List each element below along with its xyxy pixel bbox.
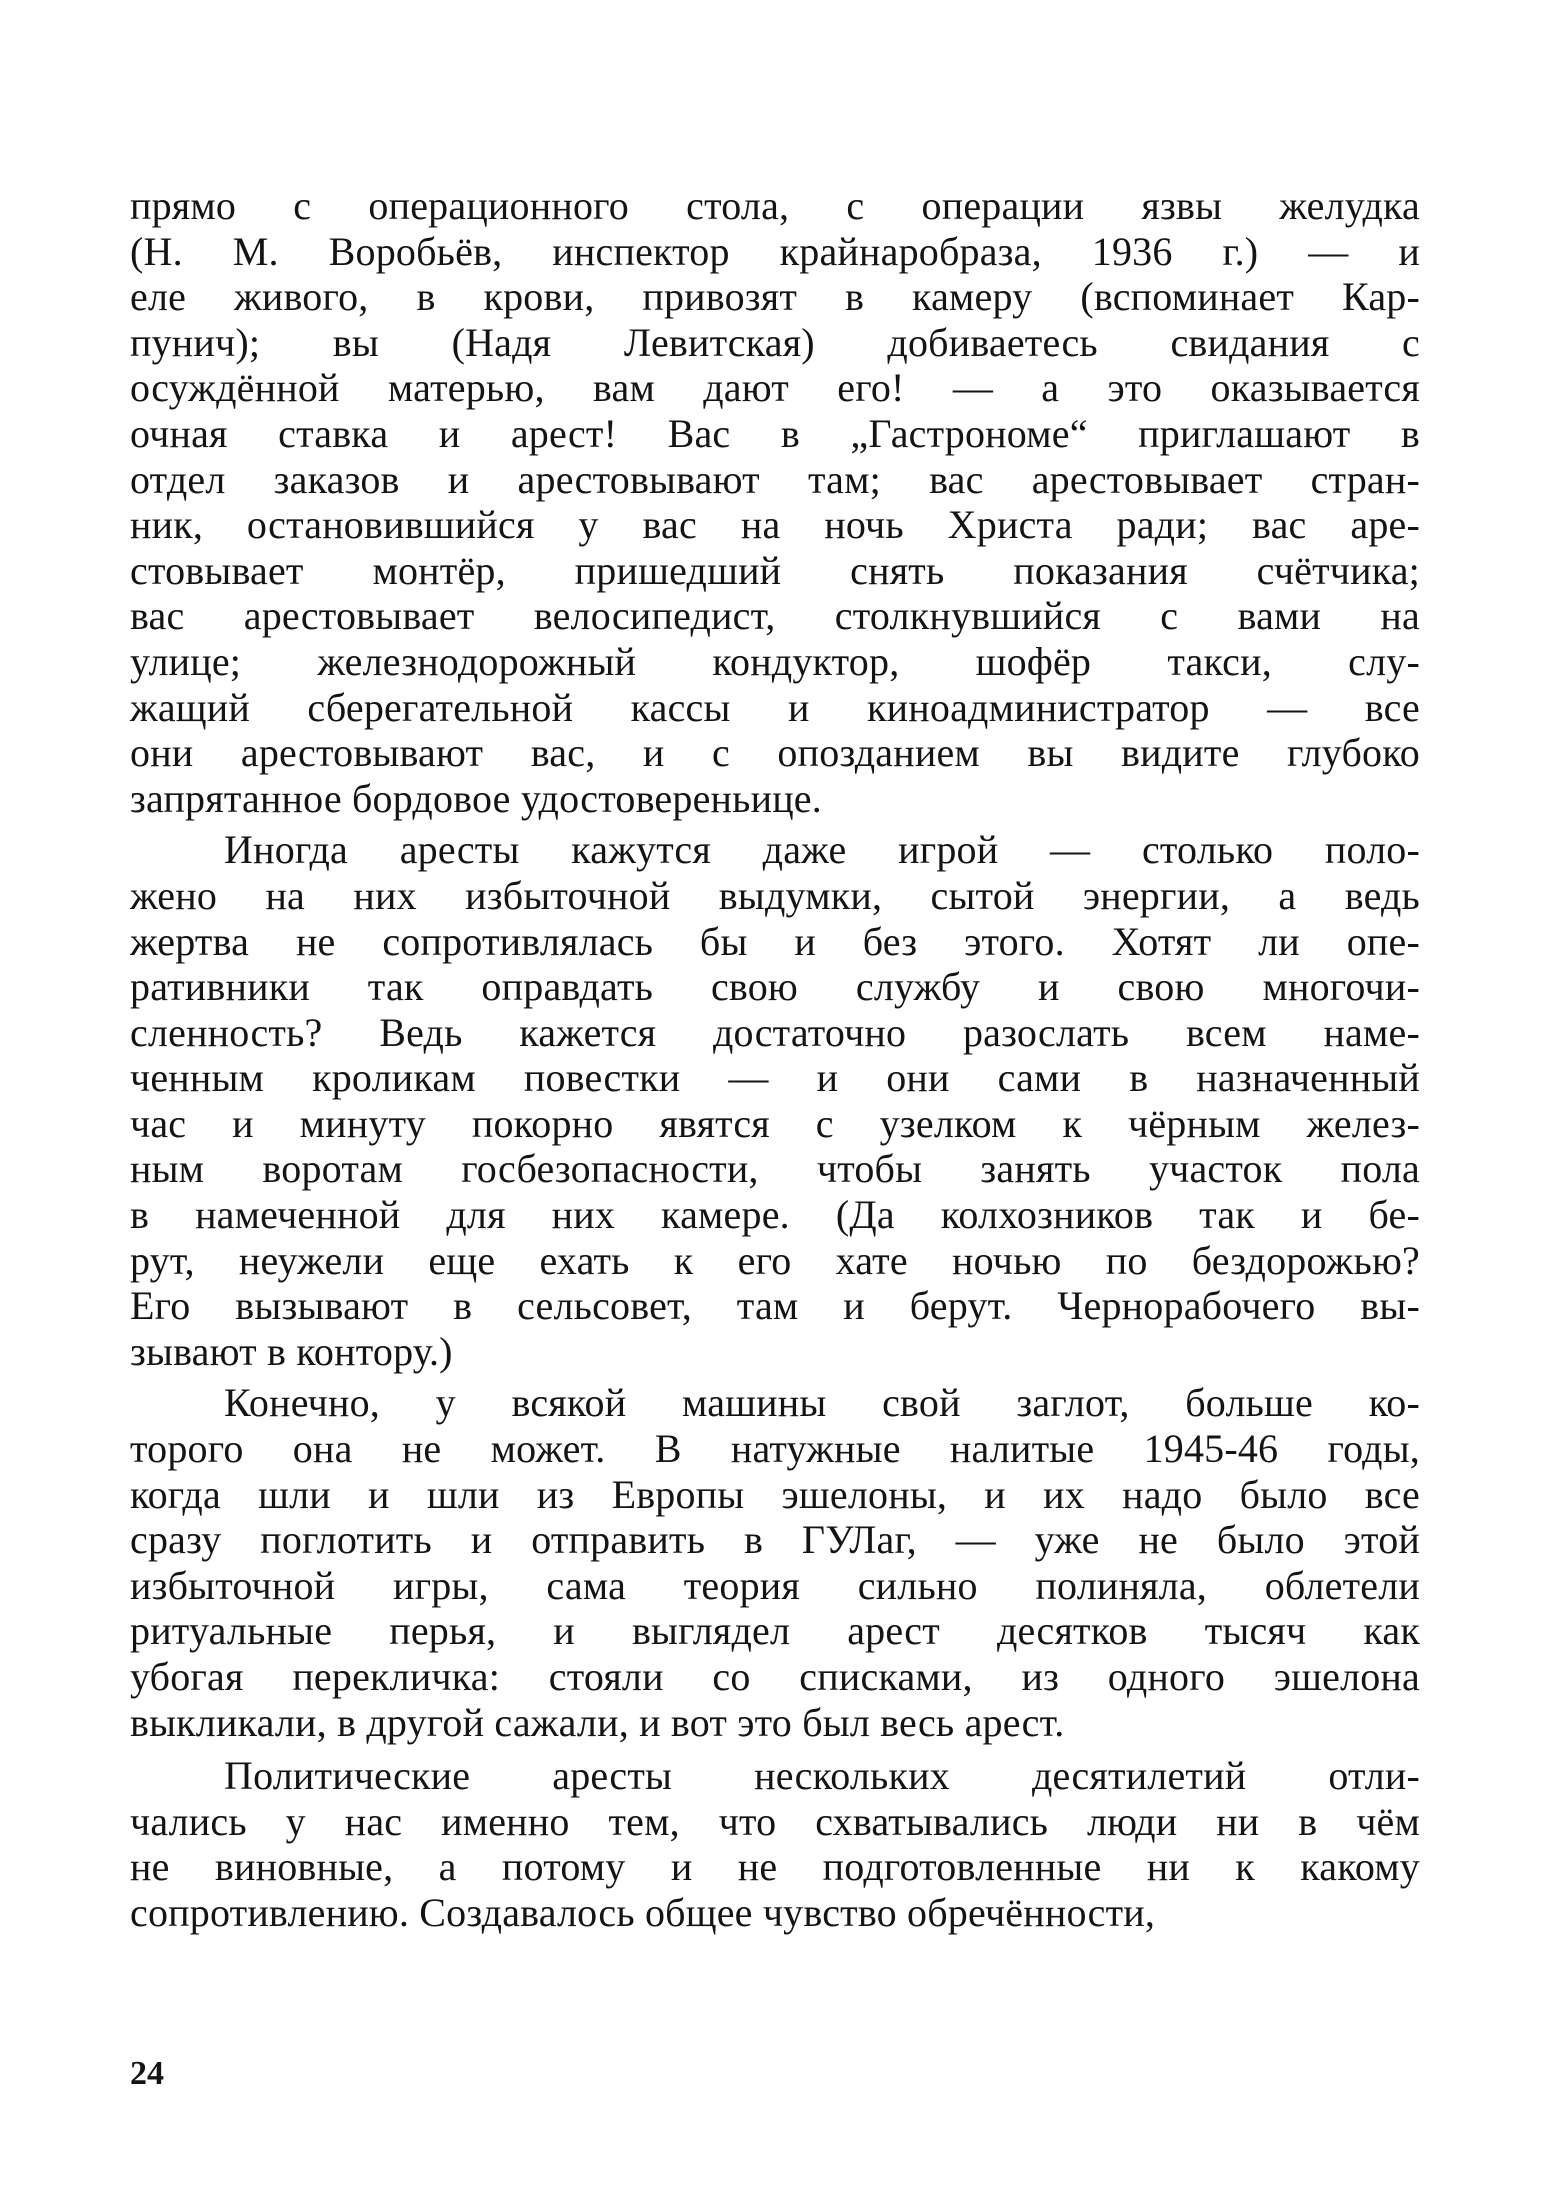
text-line: Его вызывают в сельсовет, там и берут. Чернорабочего вы- — [130, 1283, 1420, 1329]
text-line: торого она не может. В натужные налитые 1945-46 годы, — [130, 1426, 1420, 1472]
text-line: убогая перекличка: стояли со списками, из одного эшелона — [130, 1654, 1420, 1699]
text-line: вас арестовывает велосипедист, столкнувшийся с вами на — [130, 593, 1420, 639]
text-line: они арестовывают вас, и с опозданием вы видите глубоко — [130, 730, 1420, 776]
text-line: ритуальные перья, и выглядел арест десятков тысяч как — [130, 1608, 1420, 1654]
paragraph — [130, 1753, 1420, 1935]
text-line: жащий сберегательной кассы и киноадминистратор — все — [130, 684, 1420, 730]
text-line: сленность? Ведь кажется достаточно разослать всем наме- — [130, 1009, 1420, 1055]
text-line: Иногда аресты кажутся даже игрой — столько поло- — [224, 827, 1420, 873]
text-line: избыточной игры, сама теория сильно полиняла, облетели — [130, 1562, 1420, 1608]
text-line: улице; железнодорожный кондуктор, шофёр такси, слу- — [130, 638, 1420, 684]
text-line: стовывает монтёр, пришедший снять показания счётчика; — [130, 547, 1420, 593]
text-line: не виновные, а потому и не подготовленные ни к какому — [130, 1844, 1420, 1890]
text-line: когда шли и шли из Европы эшелоны, и их надо было все — [130, 1471, 1420, 1517]
text-line: жено на них избыточной выдумки, сытой энергии, а ведь — [130, 872, 1420, 918]
paragraph — [130, 183, 1420, 821]
text-line: запрятанное бордовое удостовереньице. — [130, 775, 822, 821]
body-text — [130, 183, 1420, 1936]
text-line: Конечно, у всякой машины свой заглот, больше ко- — [224, 1380, 1420, 1426]
text-line: прямо с операционного стола, с операции язвы желудка — [130, 183, 1420, 228]
text-line: сопротивлению. Создавалось общее чувство обречённости, — [130, 1889, 1156, 1935]
text-line: чались у нас именно тем, что схватывались люди ни в чём — [130, 1798, 1420, 1844]
text-line: ративники так оправдать свою службу и свою многочи- — [130, 964, 1420, 1010]
text-line: (Н. М. Воробьёв, инспектор крайнаробраза, 1936 г.) — и — [130, 228, 1420, 274]
text-line: в намеченной для них камере. (Да колхозников так и бе- — [130, 1192, 1420, 1238]
text-line: отдел заказов и арестовывают там; вас арестовывает стран- — [130, 456, 1420, 502]
text-line: очная ставка и арест! Вас в „Гастрономе“ приглашают в — [130, 410, 1420, 456]
text-line: осуждённой матерью, вам дают его! — а это оказывается — [130, 365, 1420, 411]
text-line: ник, остановившийся у вас на ночь Христа ради; вас аре- — [130, 502, 1420, 548]
text-line: зывают в контору.) — [130, 1328, 453, 1374]
text-line: ным воротам госбезопасности, чтобы занять участок пола — [130, 1146, 1420, 1192]
text-line: выкликали, в другой сажали, и вот это был весь арест. — [130, 1699, 1065, 1745]
text-line: Политические аресты нескольких десятилетий отли- — [224, 1753, 1420, 1799]
page-number: 24 — [130, 2055, 164, 2092]
text-line: жертва не сопротивлялась бы и без этого. Хотят ли опе- — [130, 918, 1420, 964]
paragraph — [130, 827, 1420, 1374]
text-line: ченным кроликам повестки — и они сами в назначенный — [130, 1055, 1420, 1101]
paragraph — [130, 1380, 1420, 1745]
text-line: пунич); вы (Надя Левитская) добиваетесь свидания с — [130, 319, 1420, 365]
text-line: рут, неужели еще ехать к его хате ночью по бездорожью? — [130, 1237, 1420, 1283]
text-line: час и минуту покорно явятся с узелком к чёрным желез- — [130, 1100, 1420, 1146]
text-line: сразу поглотить и отправить в ГУЛаг, — уже не было этой — [130, 1517, 1420, 1563]
text-line: еле живого, в крови, привозят в камеру (вспоминает Кар- — [130, 274, 1420, 320]
